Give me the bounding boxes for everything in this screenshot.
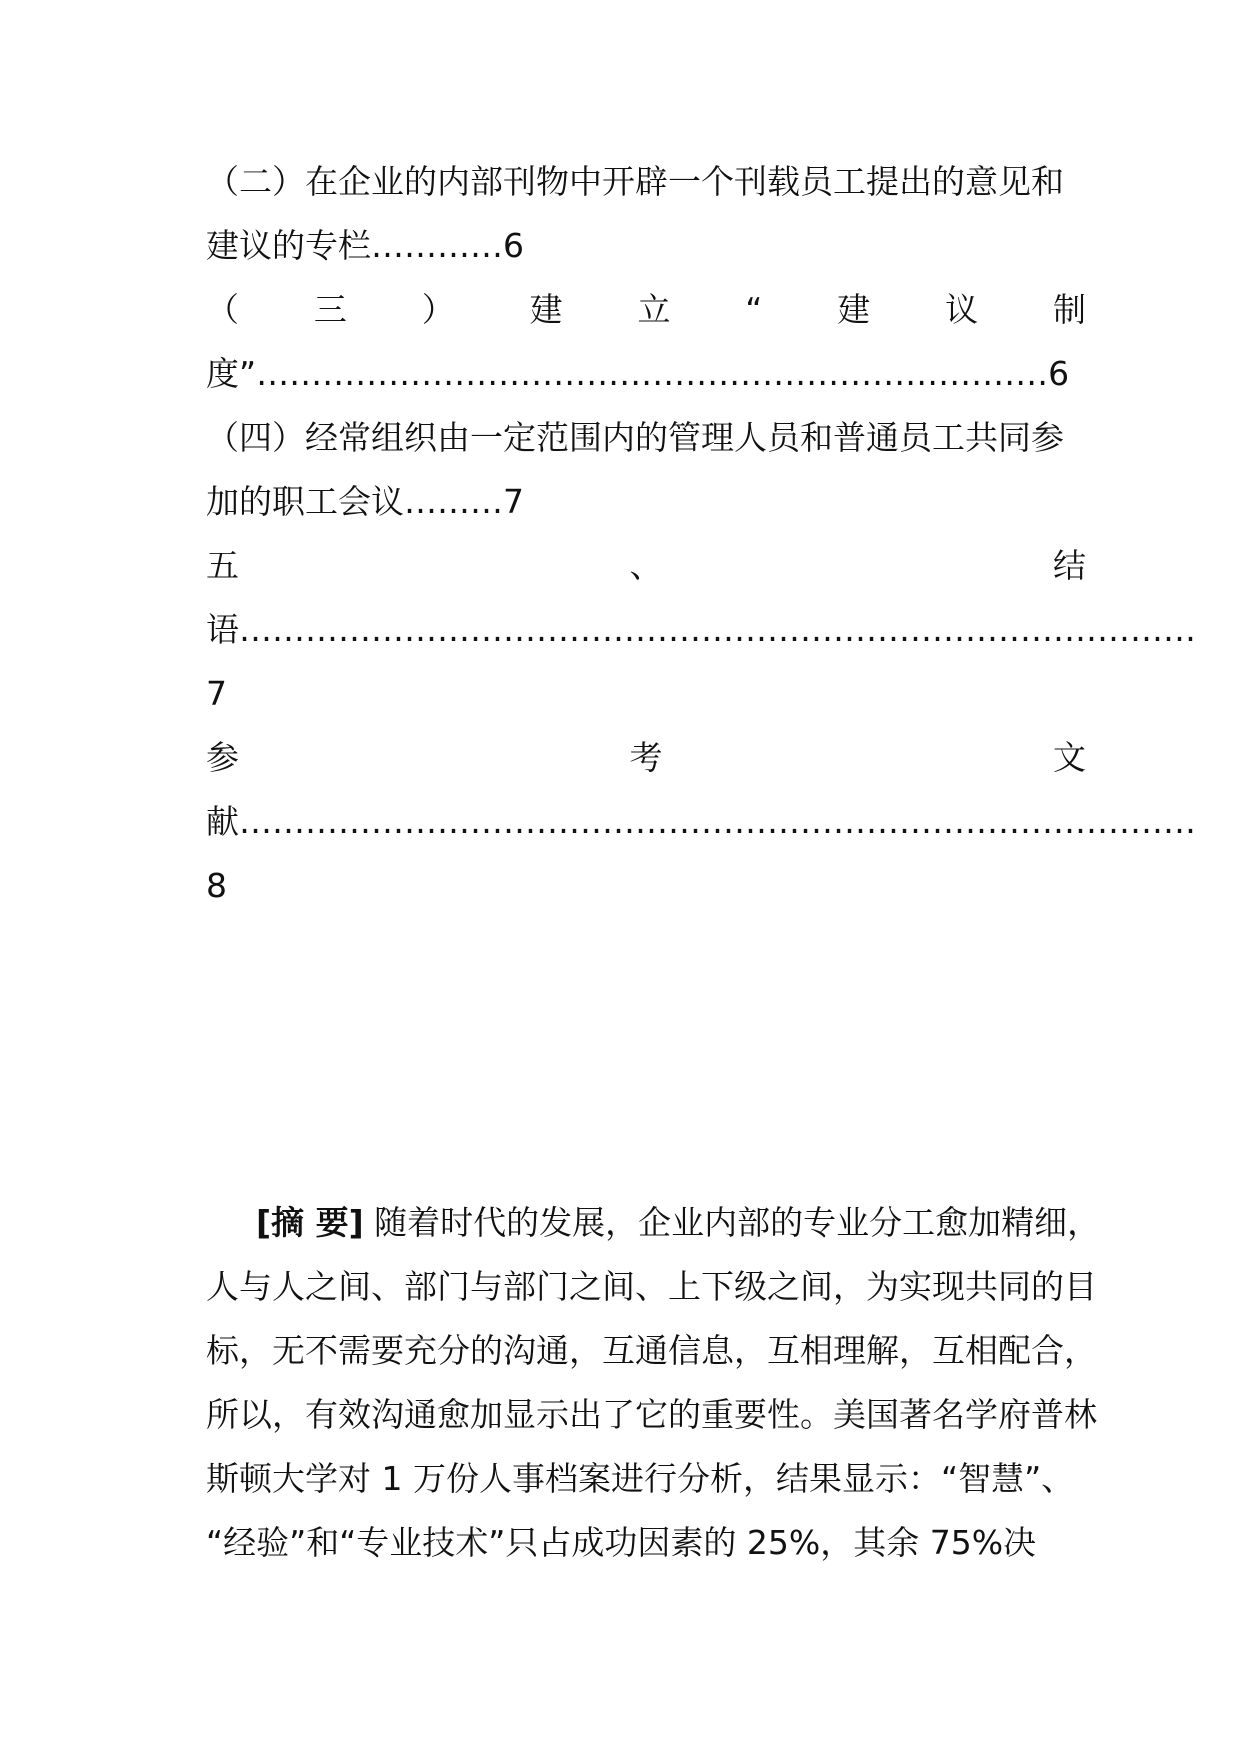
toc-item-4-line-2: 加的职工会议………7 xyxy=(206,482,524,521)
toc-item-5-char: 五 xyxy=(206,546,239,585)
abstract-label: [摘 要] xyxy=(256,1203,364,1242)
toc-item-2-line-1: （二）在企业的内部刊物中开辟一个刊载员工提出的意见和 xyxy=(206,162,1064,201)
toc-item-3-char: 议 xyxy=(945,290,979,329)
toc-references-line-1 xyxy=(206,726,1086,790)
toc-item-2-line-2: 建议的专栏…………6 xyxy=(206,226,524,265)
toc-item-3-char: 建 xyxy=(837,290,871,329)
abstract-line-2: 人与人之间、部门与部门之间、上下级之间，为实现共同的目 xyxy=(206,1267,1097,1306)
toc-references-page-number: 8 xyxy=(206,866,227,905)
abstract-text: 随着时代的发展，企业内部的专业分工愈加精细， xyxy=(374,1203,1101,1242)
toc-item-5-char: 、 xyxy=(629,546,663,585)
toc-item-3-char: 建 xyxy=(529,290,563,329)
toc-item-5-line-2: 语…………………………………………………………………………… xyxy=(206,610,1196,649)
abstract-line-3: 标，无不需要充分的沟通，互通信息，互相理解，互相配合， xyxy=(206,1331,1097,1370)
toc-item-3-char: ） xyxy=(421,290,455,329)
toc-item-4-line-1: （四）经常组织由一定范围内的管理人员和普通员工共同参 xyxy=(206,418,1064,457)
toc-item-3-char: （ xyxy=(206,290,239,329)
toc-references-char: 文 xyxy=(1053,738,1086,777)
abstract-line-4: 所以，有效沟通愈加显示出了它的重要性。美国著名学府普林 xyxy=(206,1395,1097,1434)
toc-references-char: 参 xyxy=(206,738,239,777)
toc-references-char: 考 xyxy=(629,738,663,777)
toc-item-3-char: 制 xyxy=(1052,290,1086,329)
toc-item-5-line-1 xyxy=(206,534,1086,598)
toc-item-3-line-2: 度”………………………………………………………………6 xyxy=(206,354,1070,393)
toc-item-3-char: “ xyxy=(745,290,763,329)
toc-references-line-2: 献…………………………………………………………………………… xyxy=(206,802,1196,841)
abstract-line-1 xyxy=(256,1191,1106,1255)
toc-item-5-page-number: 7 xyxy=(206,674,227,713)
toc-item-5-char: 结 xyxy=(1053,546,1086,585)
abstract-line-5: 斯顿大学对 1 万份人事档案进行分析，结果显示：“智慧”、 xyxy=(206,1459,1075,1498)
toc-item-3-char: 立 xyxy=(637,290,671,329)
abstract-line-6: “经验”和“专业技术”只占成功因素的 25%，其余 75%决 xyxy=(206,1523,1037,1562)
toc-item-3-line-1 xyxy=(206,278,1086,342)
toc-item-3-char: 三 xyxy=(313,290,347,329)
